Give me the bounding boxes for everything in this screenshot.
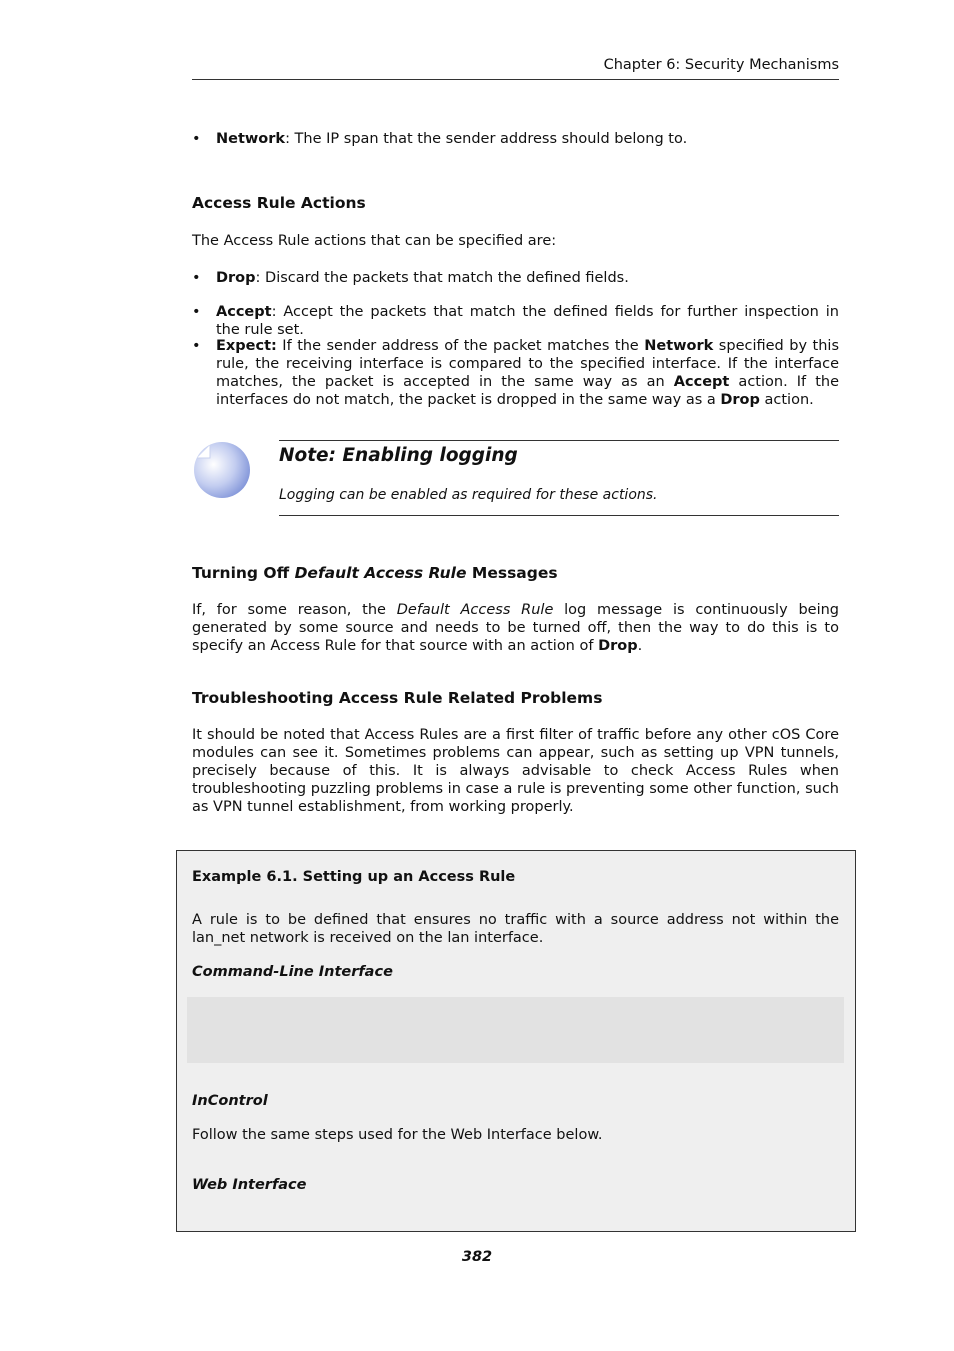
turning-off-paragraph [192,601,839,655]
para-text: log message is continuously being generated by some source and needs to be turned off, then the way to do this is to specify an Access Rule for that source with an action of [192,602,839,654]
troubleshooting-paragraph: It should be noted that Access Rules are a first filter of traffic before any other cOS Core modules can see it. Sometimes problems can appear, such as setting up VPN tunnels, precisely because of this. It is always advisable to check Access Rules when troubleshooting puzzling problems in case a rule is preventing some other function, such as VPN tunnel establishment, from working properly. [192,727,839,815]
list-item-accept [192,303,839,339]
bullet-icon: • [192,304,201,320]
note-top-rule [279,440,839,441]
web-interface-heading: Web Interface [192,1177,307,1193]
para-italic: Default Access Rule [396,602,554,618]
para-text: If, for some reason, the [192,602,397,618]
list-item-expect [192,337,839,409]
term-accept: Accept [216,304,272,320]
para-bold: Drop [598,638,638,654]
page-number: 382 [461,1249,493,1265]
bullet-icon: • [192,131,201,147]
cli-heading: Command-Line Interface [192,964,393,980]
section-heading-turning-off [192,564,558,582]
header-rule [192,79,839,80]
example-description: A rule is to be defined that ensures no traffic with a source address not within the lan_net network is received on the lan interface. [192,912,839,946]
example-title: Example 6.1. Setting up an Access Rule [192,869,516,885]
bullet-icon: • [192,338,201,354]
item-text: action. [759,392,814,408]
section-heading-actions: Access Rule Actions [192,194,366,212]
item-text: action. If the interfaces do not match, the packet is dropped in the same way as a [216,374,839,408]
item-text: If the sender address of the packet matches the [276,338,645,354]
item-text: : Accept the packets that match the defined fields for further inspection in the rule set. [216,304,839,338]
heading-italic: Default Access Rule [294,564,467,582]
note-body: Logging can be enabled as required for these actions. [279,487,658,503]
term-accept: Accept [673,374,730,390]
item-text: : The IP span that the sender address should belong to. [285,131,688,147]
cli-code-block [187,997,844,1063]
para-text: . [637,638,643,654]
list-item-drop [192,269,839,287]
item-text: : Discard the packets that match the defined fields. [255,270,629,286]
term-network: Network [644,338,714,354]
term-network: Network [216,131,286,147]
list-item-network [192,130,839,148]
term-drop: Drop [720,392,760,408]
incontrol-heading: InControl [192,1093,268,1109]
note-page-icon [193,441,251,499]
term-drop: Drop [216,270,256,286]
heading-part: Messages [466,564,558,582]
item-text: specified by this rule, the receiving interface is compared to the specified interface. If the interface matches, the packet is accepted in the same way as an [216,338,840,390]
bullet-icon: • [192,270,201,286]
actions-intro: The Access Rule actions that can be specified are: [192,233,557,249]
section-heading-troubleshooting: Troubleshooting Access Rule Related Problems [192,689,603,707]
note-bottom-rule [279,515,839,516]
incontrol-text: Follow the same steps used for the Web Interface below. [192,1127,603,1143]
heading-part: Turning Off [192,564,295,582]
running-header: Chapter 6: Security Mechanisms [603,57,839,73]
note-title: Note: Enabling logging [279,445,518,466]
term-expect: Expect: [216,338,277,354]
